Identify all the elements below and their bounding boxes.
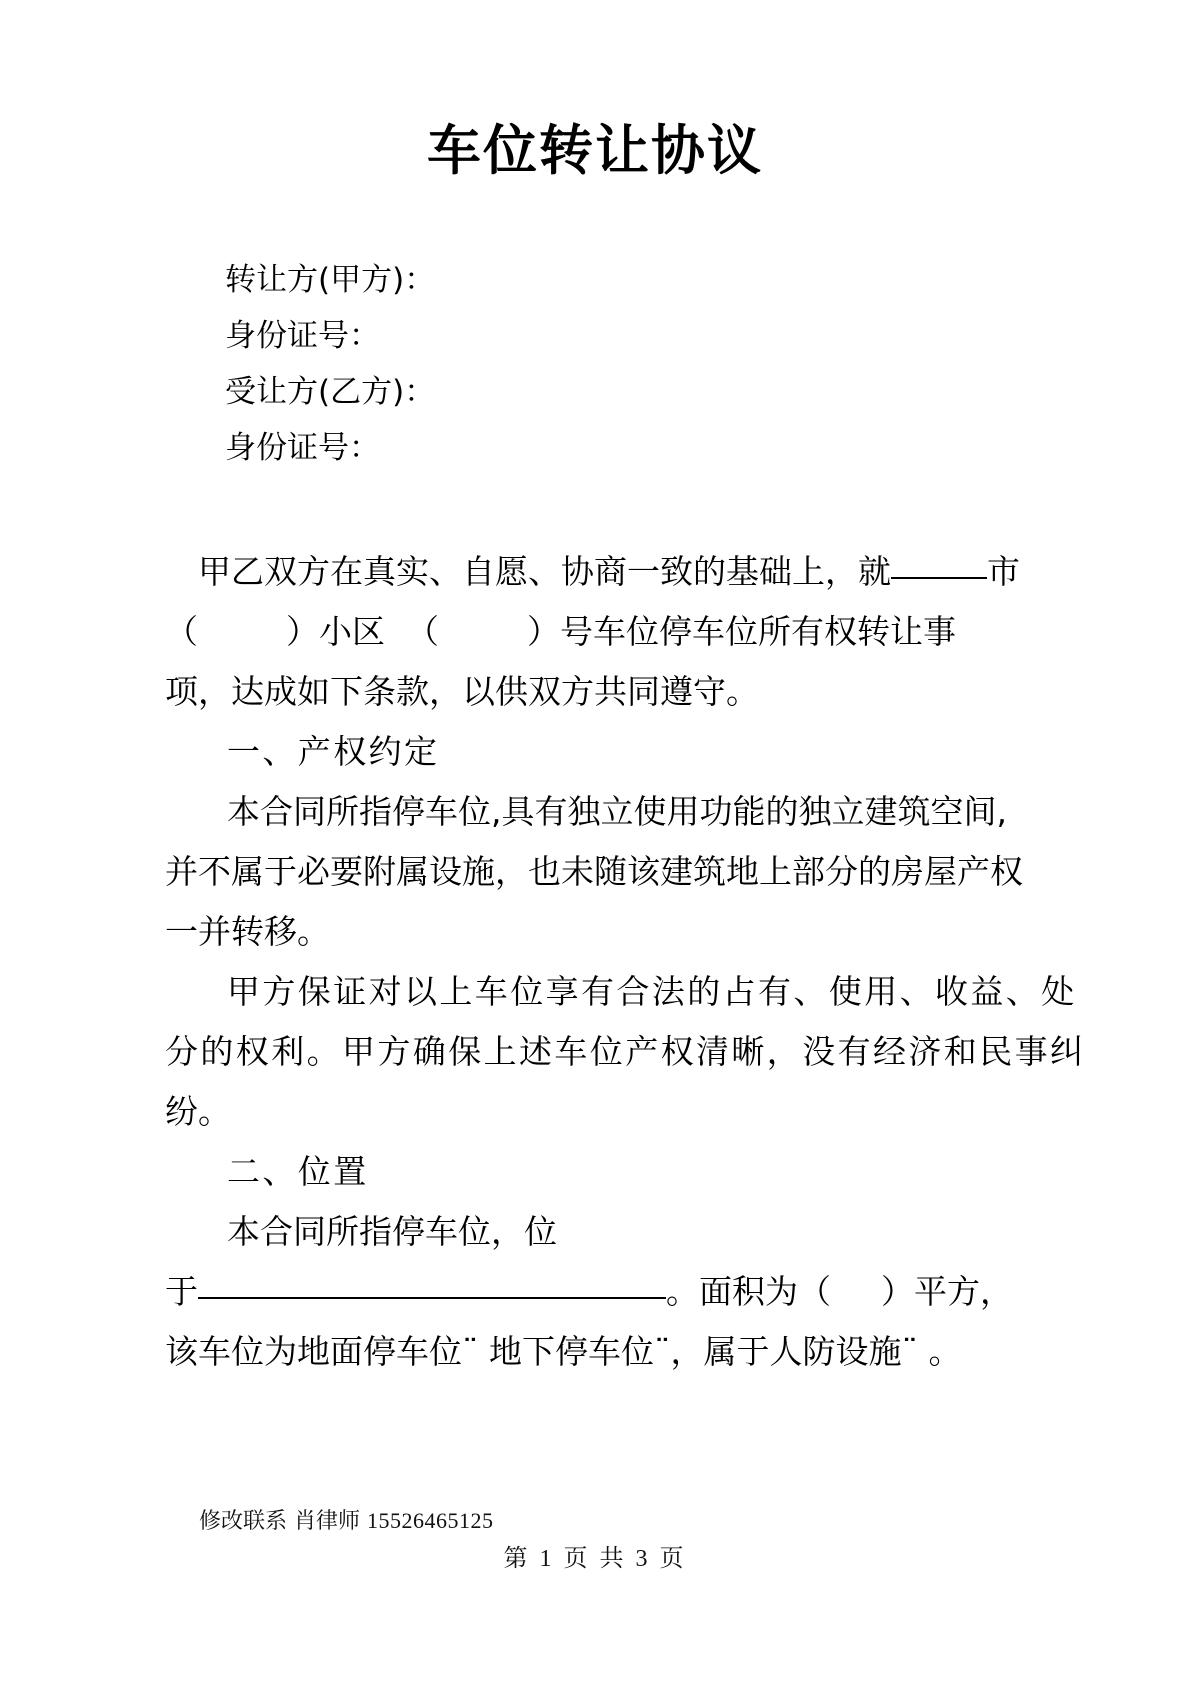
type-underground-label: 地下停车位 [478, 1332, 654, 1371]
section-2-type-line [165, 1322, 965, 1382]
section-2-location-line [165, 1262, 1013, 1322]
footer-contact-label: 修改联系 肖律师 [199, 1509, 360, 1534]
intro-line-1-text: 甲乙双方在真实、自愿、协商一致的基础上，就 [198, 552, 891, 591]
location-prefix: 于 [165, 1272, 198, 1311]
party-transferee-label: 受让方(乙方)： [225, 374, 436, 410]
intro-line-1-suffix: 市 [987, 552, 1020, 591]
location-blank-underline [198, 1297, 666, 1299]
page-number: 第 1 页 共 3 页 [503, 1546, 687, 1572]
section-2-heading: 二、位置 [227, 1152, 369, 1191]
section-1-p2-line-2: 分的权利。甲方确保上述车位产权清晰，没有经济和民事纠 [165, 1032, 1086, 1071]
parties-block [225, 252, 925, 476]
intro-line-2 [165, 602, 965, 662]
location-area-unit: ）平方， [881, 1272, 1013, 1311]
location-area-label: 。面积为（ [666, 1272, 831, 1311]
party-transferor-id-label: 身份证号： [225, 318, 380, 354]
intro-line-2-tail: ）号车位停车位所有权转让事 [526, 612, 956, 651]
document-title: 车位转让协议 [427, 119, 763, 182]
underground-parking-checkbox[interactable]: ¨ [654, 1332, 671, 1371]
footer-contact-phone: 15526465125 [367, 1508, 494, 1533]
intro-line-2-open-paren: （ [165, 612, 198, 651]
type-ground-label: 该车位为地面停车位 [165, 1332, 462, 1371]
section-1-p1-line-2: 并不属于必要附属设施，也未随该建筑地上部分的房屋产权 [165, 852, 1023, 891]
section-1-heading: 一、产权约定 [227, 732, 440, 771]
footer-contact-note [199, 1506, 494, 1537]
party-transferee-id-label: 身份证号： [225, 430, 380, 466]
civil-defense-checkbox[interactable]: ¨ [901, 1332, 918, 1371]
section-1-p2-line-1: 甲方保证对以上车位享有合法的占有、使用、收益、处 [227, 972, 1077, 1011]
section-2-p1-line-1: 本合同所指停车位，位 [227, 1212, 557, 1251]
intro-line-1 [165, 542, 1020, 602]
intro-line-2-mid: ）小区 （ [286, 612, 439, 651]
section-1-p1-line-1: 本合同所指停车位,具有独立使用功能的独立建筑空间, [227, 792, 1007, 831]
city-blank-underline [891, 577, 987, 579]
type-shelter-label: ，属于人防设施 [670, 1332, 902, 1371]
document-body [165, 542, 1086, 1382]
section-1-p1-line-3: 一并转移。 [165, 912, 330, 951]
type-line-end: 。 [918, 1332, 962, 1371]
section-1-p2-line-3: 纷。 [165, 1092, 231, 1131]
ground-parking-checkbox[interactable]: ¨ [462, 1332, 479, 1371]
intro-line-3: 项，达成如下条款，以供双方共同遵守。 [165, 672, 759, 711]
party-transferor-label: 转让方(甲方)： [225, 262, 436, 298]
